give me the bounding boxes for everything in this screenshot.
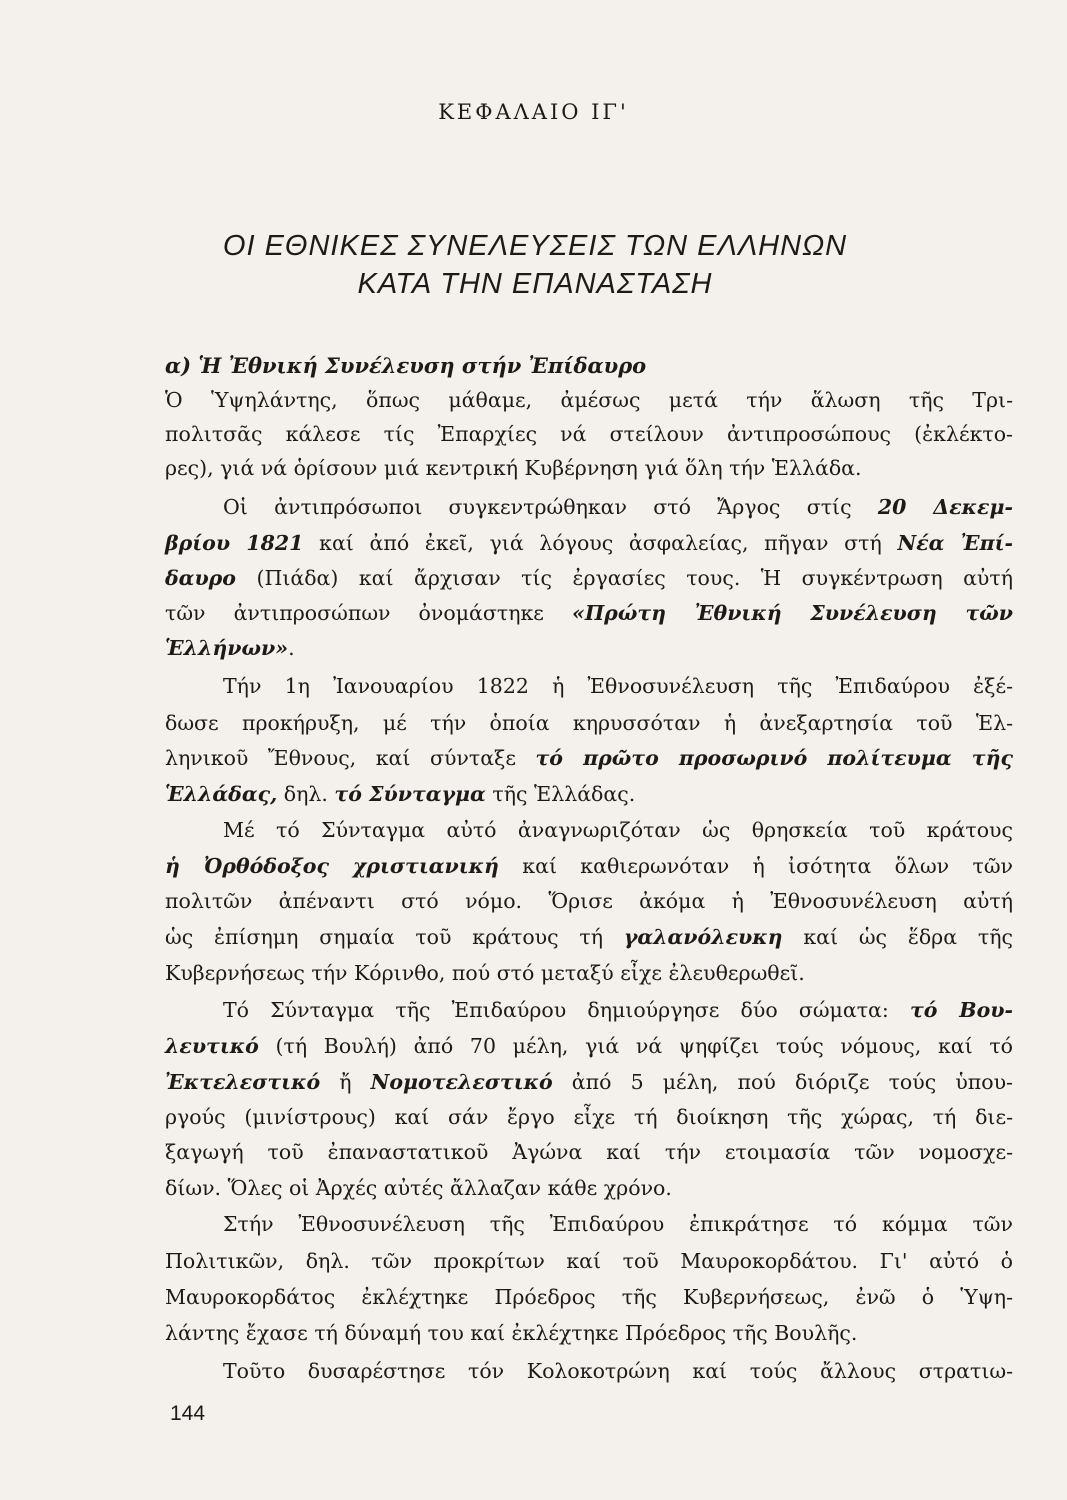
text-segment: Κυβερνήσεως τήν Κόρινθο, πού στό μεταξύ εἶχε ἐλευθερωθεῖ.: [165, 961, 805, 985]
section-heading: α) Ἡ Ἐθνική Συνέλευση στήν Ἐπίδαυρο: [165, 353, 647, 378]
text-segment: δαυρο: [165, 566, 236, 590]
text-segment: καί ἀπό ἐκεῖ, γιά λόγους ἀσφαλείας, πῆγαν στή: [303, 531, 898, 555]
text-segment: γαλανόλευκη: [623, 925, 783, 949]
text-segment: Νομοτελεστικό: [370, 1070, 553, 1094]
text-line: [165, 1244, 1013, 1278]
text-line: [165, 1135, 1013, 1169]
text-line: [165, 706, 1013, 740]
text-segment: ἡ Ὀρθόδοξος χριστιανική: [165, 854, 499, 878]
text-segment: (Πιάδα) καί ἄρχισαν τίς ἐργασίες τους. Ἡ συγκέντρωση αὐτή: [235, 566, 1013, 590]
text-segment: Ἑλλήνων»: [165, 636, 289, 660]
chapter-title-line-2: ΚΑΤΑ ΤΗΝ ΕΠΑΝΑΣΤΑΣΗ: [357, 268, 713, 300]
text-line: [165, 451, 1013, 485]
text-segment: .: [288, 636, 295, 660]
text-segment: Νέα Ἐπί-: [897, 531, 1013, 555]
text-segment: Μέ τό Σύνταγμα αὐτό ἀναγνωριζόταν ὡς θρησκεία τοῦ κράτους: [223, 818, 1013, 842]
text-segment: Ἑλλάδας,: [165, 782, 278, 806]
text-line: [165, 1280, 1013, 1314]
text-segment: «Πρώτη Ἐθνική Συνέλευση τῶν: [572, 601, 1013, 625]
chapter-title-line-1: ΟΙ ΕΘΝΙΚΕΣ ΣΥΝΕΛΕΥΣΕΙΣ ΤΩΝ ΕΛΛΗΝΩΝ: [222, 230, 848, 262]
text-segment: τό Βου-: [909, 998, 1013, 1022]
text-line: [165, 596, 1013, 630]
text-line: [165, 956, 1013, 990]
text-segment: ληνικοῦ Ἔθνους, καί σύνταξε: [165, 746, 536, 770]
text-segment: τῶν ἀντιπροσώπων ὀνομάστηκε: [165, 601, 572, 625]
text-segment: Μαυροκορδάτος ἐκλέχτηκε Πρόεδρος τῆς Κυβερνήσεως, ἐνῶ ὁ Ὑψη-: [165, 1285, 1013, 1309]
text-segment: ρες), γιά νά ὁρίσουν μιά κεντρική Κυβέρνηση γιά ὅλη τήν Ἑλλάδα.: [165, 456, 862, 480]
text-segment: Στήν Ἐθνοσυνέλευση τῆς Ἐπιδαύρου ἐπικράτησε τό κόμμα τῶν: [223, 1212, 1013, 1236]
text-line: [165, 1029, 1013, 1063]
text-line: [223, 993, 1013, 1027]
text-segment: Τήν 1η Ἰανουαρίου 1822 ἡ Ἐθνοσυνέλευση τῆς Ἐπιδαύρου ἐξέ-: [223, 674, 1013, 698]
text-segment: ἀπό 5 μέλη, πού διόριζε τούς ὑπου-: [552, 1070, 1013, 1094]
text-line: [223, 490, 1013, 524]
text-segment: βρίου 1821: [165, 531, 304, 555]
text-line: [165, 1316, 1013, 1350]
text-segment: Πολιτικῶν, δηλ. τῶν προκρίτων καί τοῦ Μαυροκορδάτου. Γι' αὐτό ὁ: [165, 1249, 1013, 1273]
text-line: [223, 1354, 1013, 1388]
text-line: [165, 1100, 1013, 1134]
text-segment: δωσε προκήρυξη, μέ τήν ὁποία κηρυσσόταν ἡ ἀνεξαρτησία τοῦ Ἑλ-: [165, 711, 1013, 735]
text-line: [223, 813, 1013, 847]
text-segment: Ἐκτελεστικό: [165, 1070, 321, 1094]
text-segment: πολιτῶν ἀπέναντι στό νόμο. Ὅρισε ἀκόμα ἡ Ἐθνοσυνέλευση αὐτή: [165, 889, 1013, 913]
text-segment: τῆς Ἑλλάδας.: [485, 782, 636, 806]
text-segment: Τό Σύνταγμα τῆς Ἐπιδαύρου δημιούργησε δύο σώματα:: [223, 998, 910, 1022]
text-segment: δηλ.: [277, 782, 335, 806]
text-segment: (τή Βουλή) ἀπό 70 μέλη, γιά νά ψηφίζει τούς νόμους, καί τό: [258, 1034, 1013, 1058]
text-line: [165, 884, 1013, 918]
text-line: [165, 777, 1013, 811]
chapter-heading: ΚΕΦΑΛΑΙΟ ΙΓ': [438, 100, 629, 124]
text-line: [165, 561, 1013, 595]
page-number: 144: [170, 1402, 206, 1425]
text-line: [165, 920, 1013, 954]
text-segment: τό πρῶτο προσωρινό πολίτευμα τῆς: [535, 746, 1013, 770]
text-segment: Ὁ Ὑψηλάντης, ὅπως μάθαμε, ἀμέσως μετά τήν ἅλωση τῆς Τρι-: [165, 388, 1013, 412]
text-segment: λευτικό: [165, 1034, 259, 1058]
text-line: [165, 631, 1013, 665]
text-segment: Οἱ ἀντιπρόσωποι συγκεντρώθηκαν στό Ἄργος στίς: [223, 495, 878, 519]
text-line: [165, 741, 1013, 775]
text-segment: ξαγωγή τοῦ ἐπαναστατικοῦ Ἀγώνα καί τήν ετοιμασία τῶν νομοσχε-: [165, 1140, 1013, 1164]
text-line: [165, 1065, 1013, 1099]
text-segment: ἤ: [320, 1070, 371, 1094]
text-segment: καί ὡς ἕδρα τῆς: [782, 925, 1013, 949]
text-segment: 20 Δεκεμ-: [877, 495, 1014, 519]
text-line: [165, 526, 1013, 560]
text-line: [223, 1207, 1013, 1241]
text-segment: ὡς ἐπίσημη σημαία τοῦ κράτους τή: [165, 925, 624, 949]
text-line: [223, 669, 1013, 703]
text-segment: πολιτσᾶς κάλεσε τίς Ἐπαρχίες νά στείλουν ἀντιπροσώπους (ἐκλέκτο-: [165, 422, 1013, 446]
text-segment: λάντης ἔχασε τή δύναμή του καί ἐκλέχτηκε Πρόεδρος τῆς Βουλῆς.: [165, 1321, 858, 1345]
text-segment: τό Σύνταγμα: [334, 782, 486, 806]
text-segment: καί καθιερωνόταν ἡ ἰσότητα ὅλων τῶν: [498, 854, 1013, 878]
text-line: [165, 383, 1013, 417]
text-line: [165, 1171, 1013, 1205]
text-line: [165, 849, 1013, 883]
text-segment: ργούς (μινίστρους) καί σάν ἔργο εἶχε τή διοίκηση τῆς χώρας, τή διε-: [165, 1105, 1013, 1129]
text-segment: δίων. Ὅλες οἱ Ἀρχές αὐτές ἄλλαζαν κάθε χρόνο.: [165, 1176, 672, 1200]
text-line: [165, 417, 1013, 451]
text-segment: Τοῦτο δυσαρέστησε τόν Κολοκοτρώνη καί τούς ἄλλους στρατιω-: [223, 1359, 1013, 1383]
